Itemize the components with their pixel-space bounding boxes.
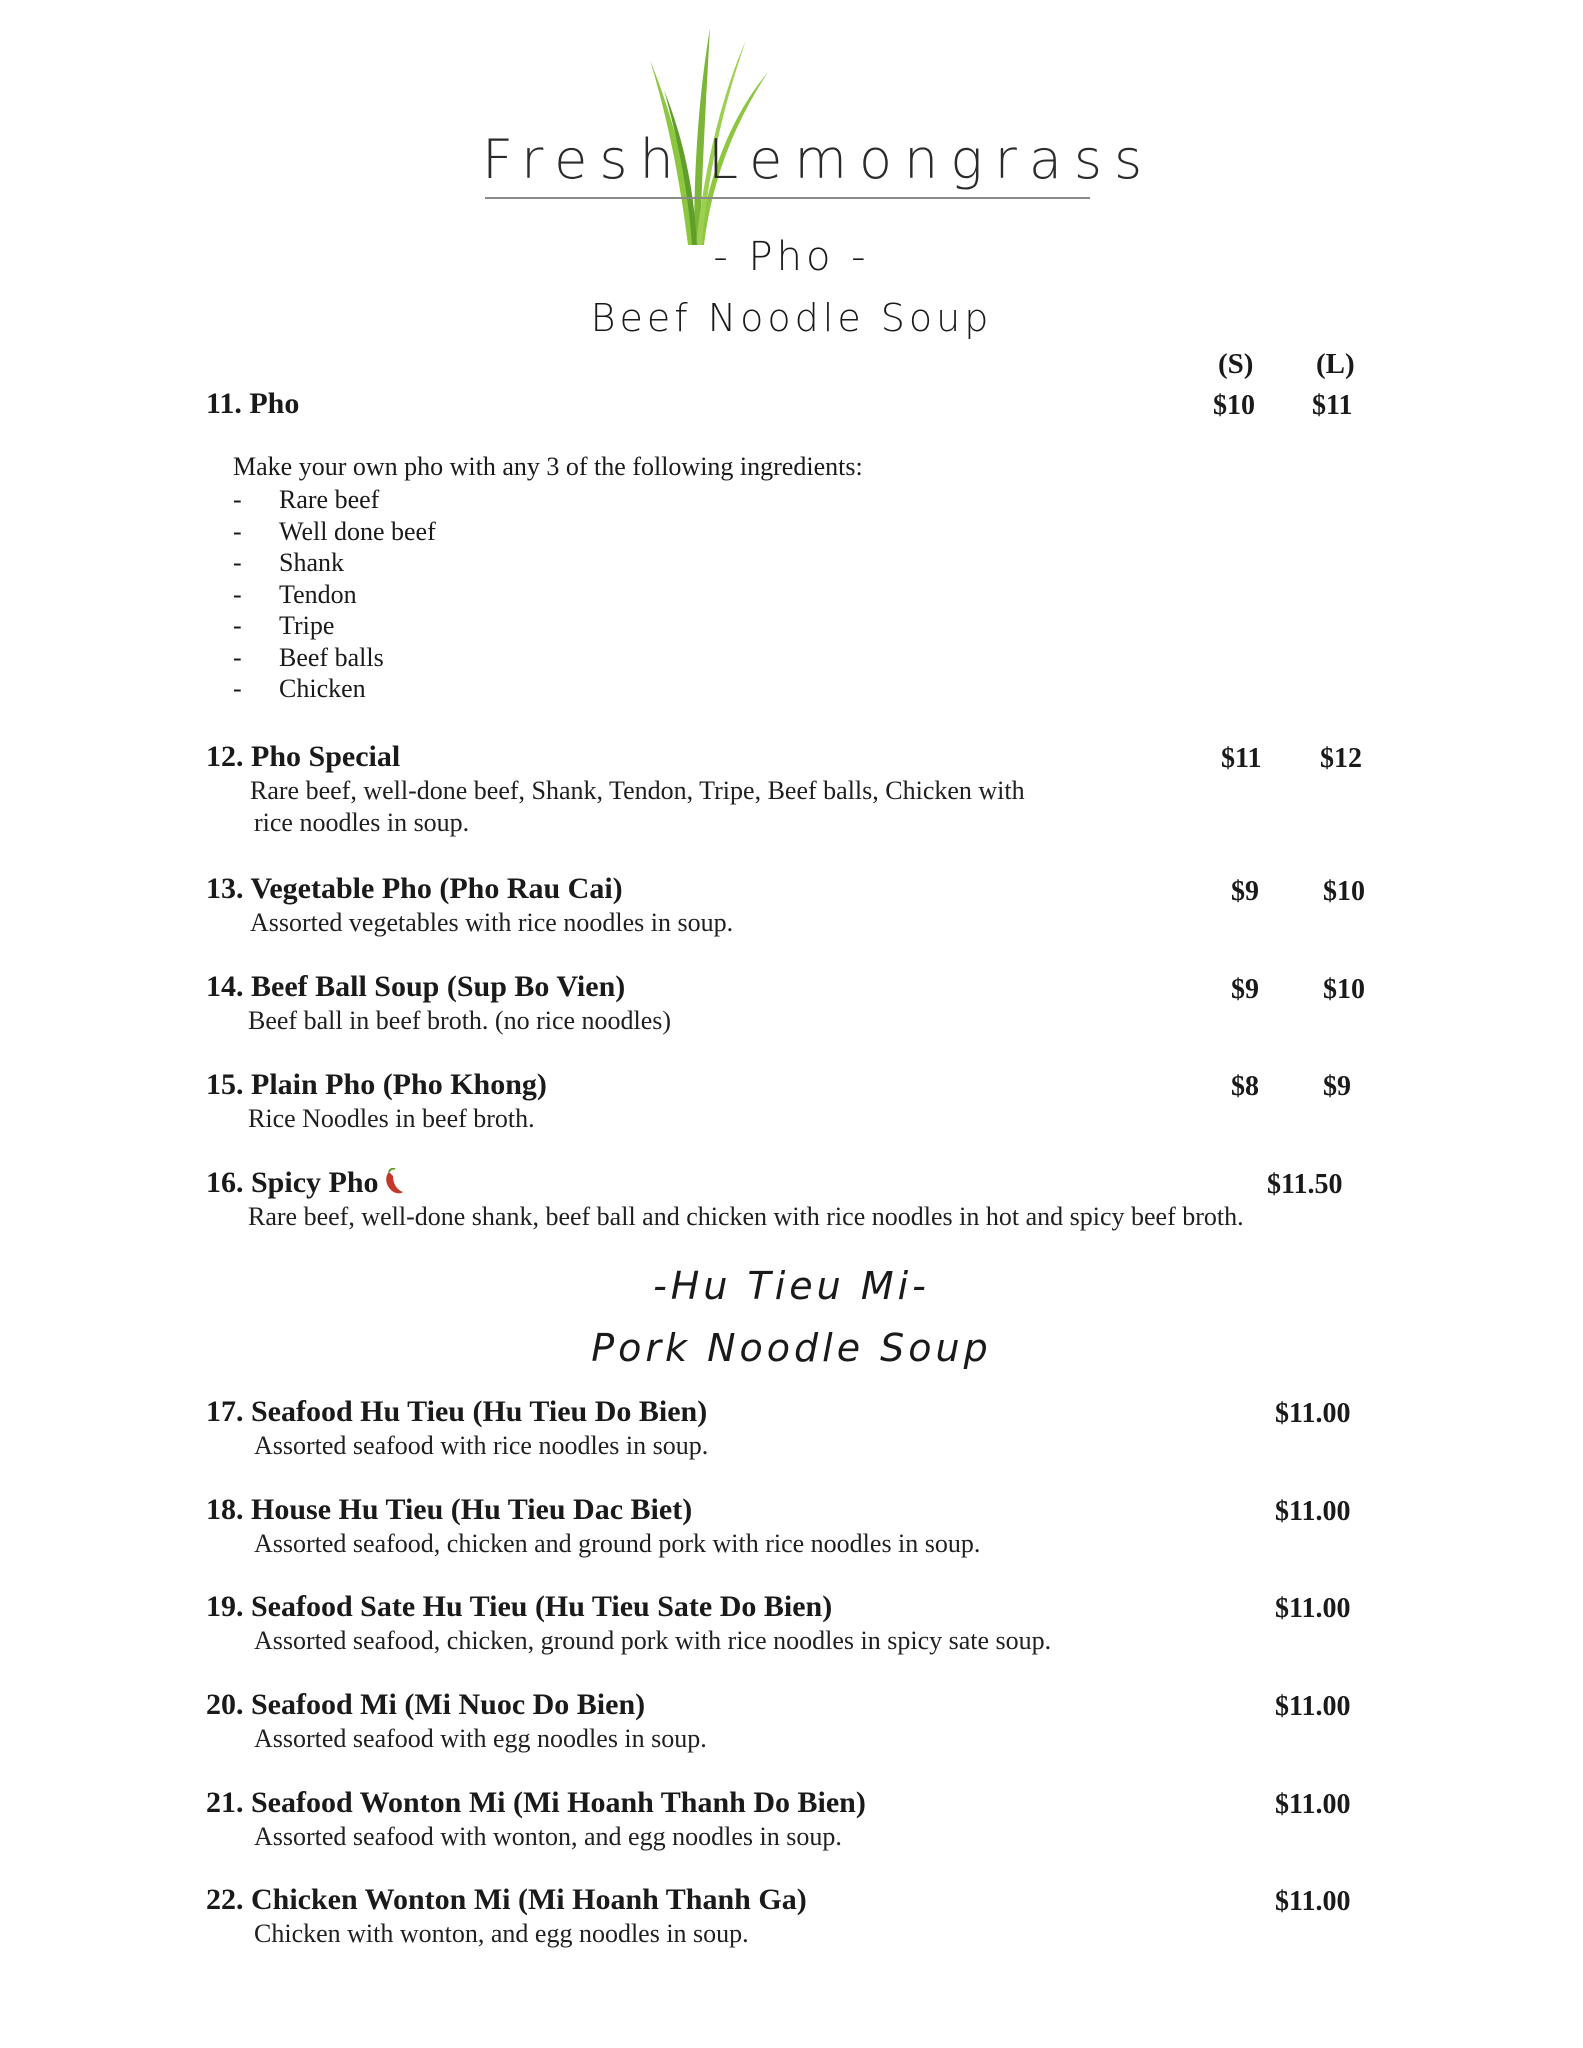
menu-item-12-desc-line-2: rice noodles in soup.	[254, 808, 470, 837]
menu-item-14-price-large: $10	[1323, 974, 1365, 1005]
menu-item-21-price: $11.00	[1275, 1789, 1351, 1820]
menu-item-14-price-small: $9	[1231, 974, 1259, 1005]
restaurant-logo	[470, 20, 1155, 250]
menu-item-15-price-large: $9	[1323, 1071, 1351, 1102]
ingredient-item: - Tripe	[233, 611, 335, 640]
menu-item-16-price: $11.50	[1267, 1169, 1343, 1200]
ingredients-intro: Make your own pho with any 3 of the following ingredients:	[233, 452, 863, 481]
menu-item-13-price-small: $9	[1231, 876, 1259, 907]
menu-item-13-desc: Assorted vegetables with rice noodles in soup.	[250, 908, 734, 937]
ingredient-item: - Beef balls	[233, 642, 384, 672]
menu-item-16-desc: Rare beef, well-done shank, beef ball and chicken with rice noodles in hot and spicy beef broth.	[248, 1202, 1244, 1231]
menu-item-19-desc: Assorted seafood, chicken, ground pork with rice noodles in spicy sate soup.	[254, 1626, 1052, 1655]
menu-item-11-price-large: $11	[1312, 390, 1353, 421]
menu-item-20-price: $11.00	[1275, 1691, 1351, 1722]
pho-section-subtitle: Beef Noodle Soup	[590, 296, 993, 340]
size-header-large: (L)	[1316, 348, 1355, 380]
menu-item-18-name: 18. House Hu Tieu (Hu Tieu Dac Biet)	[206, 1493, 693, 1526]
menu-item-21-name: 21. Seafood Wonton Mi (Mi Hoanh Thanh Do Bien)	[206, 1786, 866, 1819]
menu-item-17-name: 17. Seafood Hu Tieu (Hu Tieu Do Bien)	[206, 1395, 708, 1428]
menu-item-12-name: 12. Pho Special	[206, 740, 401, 773]
ingredient-item: - Chicken	[233, 674, 366, 703]
hutieu-section-title: -Hu Tieu Mi-	[653, 1264, 930, 1308]
menu-item-12-price-small: $11	[1221, 743, 1262, 774]
menu-item-16-name	[206, 1166, 405, 1200]
menu-item-11-name: 11. Pho	[206, 387, 300, 420]
menu-item-17-desc: Assorted seafood with rice noodles in soup.	[254, 1431, 709, 1460]
ingredient-item: - Rare beef	[233, 485, 380, 514]
ingredient-item: - Shank	[233, 548, 344, 577]
size-header-small: (S)	[1218, 348, 1254, 380]
brand-name-second: Lemongrass	[708, 128, 1155, 191]
menu-item-12-desc-line-1: Rare beef, well-done beef, Shank, Tendon, Tripe, Beef balls, Chicken with	[250, 776, 1025, 805]
ingredient-item: - Tendon	[233, 579, 357, 609]
hutieu-section-subtitle: Pork Noodle Soup	[591, 1326, 992, 1370]
pho-section-title: - Pho -	[713, 234, 870, 280]
chili-pepper-icon	[383, 1168, 405, 1196]
menu-item-17-price: $11.00	[1275, 1398, 1351, 1429]
menu-item-14-name: 14. Beef Ball Soup (Sup Bo Vien)	[206, 970, 626, 1003]
logo-divider	[485, 197, 1090, 199]
menu-item-14-desc: Beef ball in beef broth. (no rice noodles)	[248, 1006, 672, 1035]
menu-item-15-desc: Rice Noodles in beef broth.	[248, 1104, 535, 1133]
menu-item-21-desc: Assorted seafood with wonton, and egg noodles in soup.	[254, 1822, 842, 1851]
menu-item-19-name: 19. Seafood Sate Hu Tieu (Hu Tieu Sate Do Bien)	[206, 1590, 833, 1623]
menu-item-15-price-small: $8	[1231, 1071, 1259, 1102]
menu-item-13-price-large: $10	[1323, 876, 1365, 907]
menu-item-15-name: 15. Plain Pho (Pho Khong)	[206, 1068, 547, 1101]
brand-name-first: Fresh	[482, 128, 686, 191]
menu-item-20-name: 20. Seafood Mi (Mi Nuoc Do Bien)	[206, 1688, 646, 1721]
menu-item-18-desc: Assorted seafood, chicken and ground pork with rice noodles in soup.	[254, 1529, 981, 1558]
menu-item-19-price: $11.00	[1275, 1593, 1351, 1624]
menu-item-20-desc: Assorted seafood with egg noodles in soup.	[254, 1724, 707, 1753]
menu-item-12-price-large: $12	[1320, 743, 1362, 774]
menu-item-18-price: $11.00	[1275, 1496, 1351, 1527]
menu-item-22-name: 22. Chicken Wonton Mi (Mi Hoanh Thanh Ga)	[206, 1883, 807, 1916]
ingredients-list	[233, 484, 436, 705]
menu-item-13-name: 13. Vegetable Pho (Pho Rau Cai)	[206, 872, 623, 905]
menu-item-16-name-text: 16. Spicy Pho	[206, 1166, 379, 1199]
menu-item-22-price: $11.00	[1275, 1886, 1351, 1917]
ingredient-item: - Well done beef	[233, 516, 436, 546]
menu-item-11-price-small: $10	[1213, 390, 1255, 421]
menu-item-22-desc: Chicken with wonton, and egg noodles in soup.	[254, 1919, 749, 1948]
